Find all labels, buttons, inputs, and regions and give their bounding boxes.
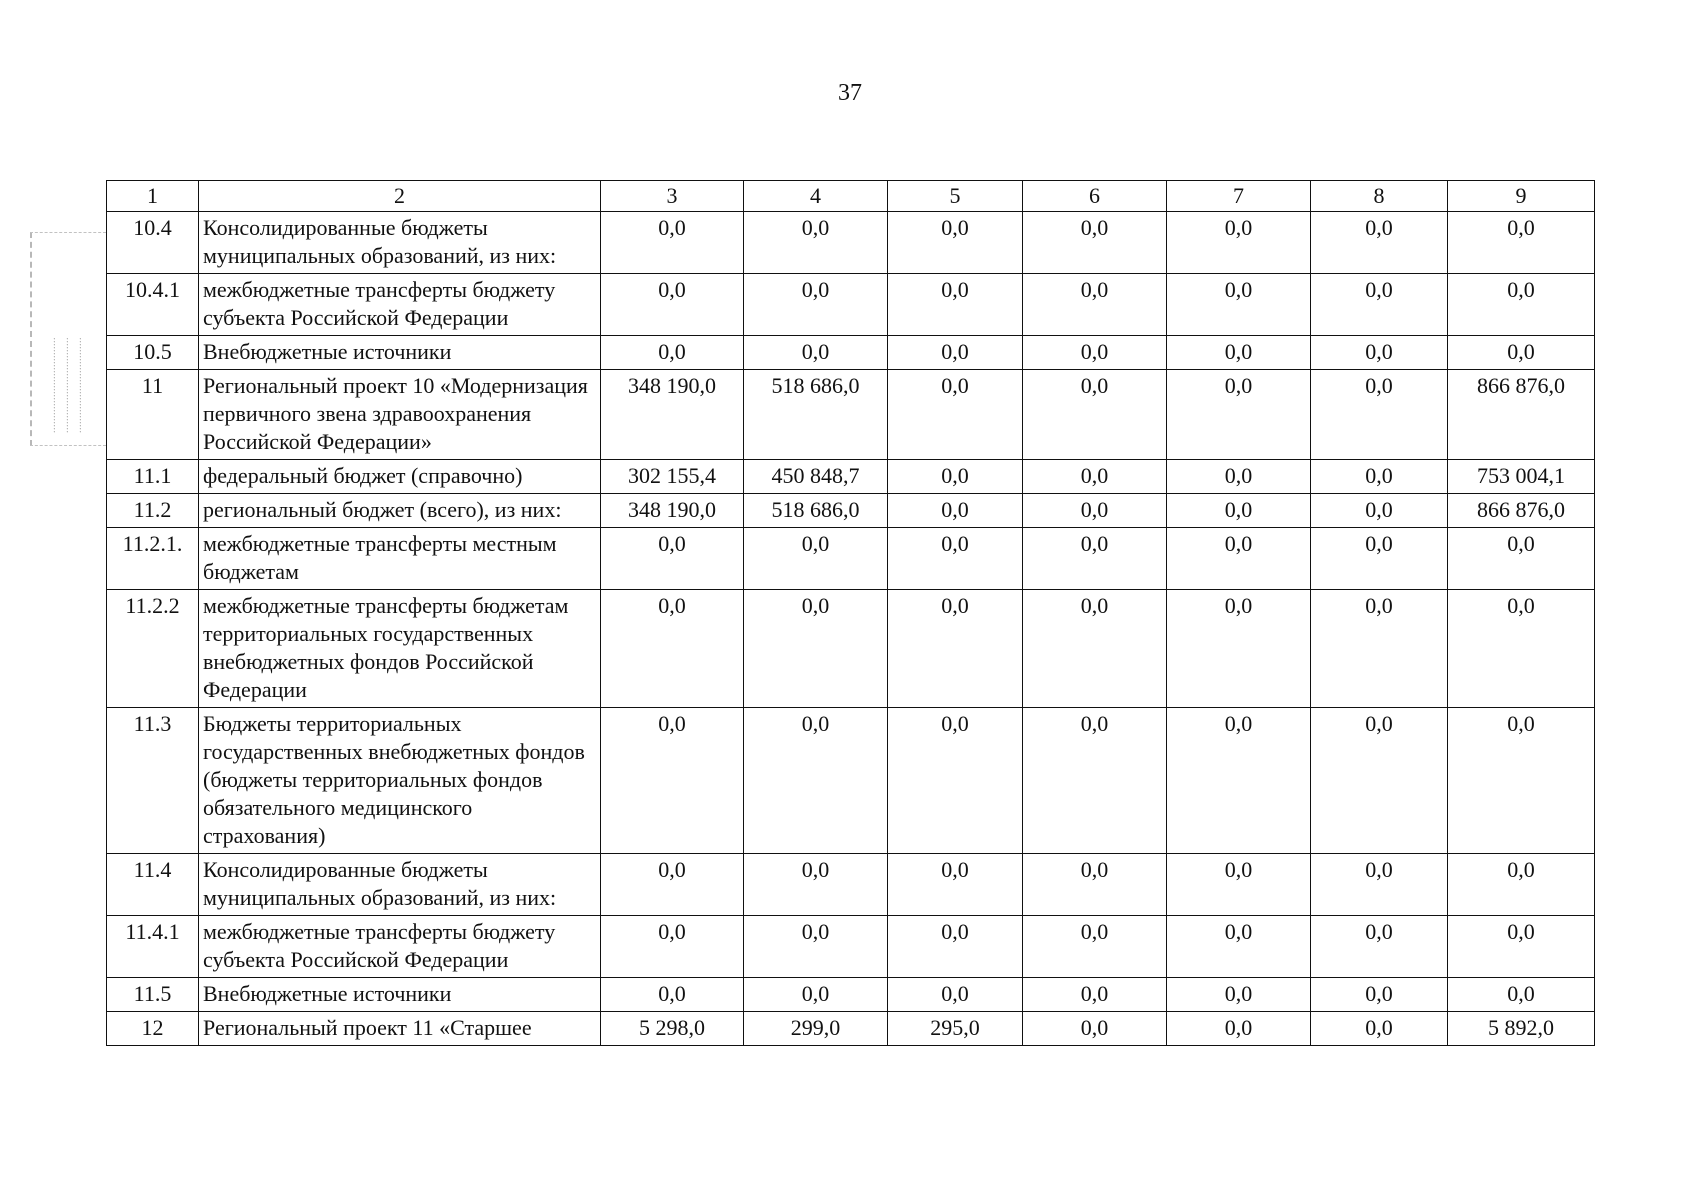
- value-cell: 0,0: [1311, 978, 1448, 1012]
- value-cell: 0,0: [744, 274, 888, 336]
- value-cell: 0,0: [1167, 978, 1311, 1012]
- row-code: 11.5: [107, 978, 199, 1012]
- header-row: [107, 181, 1595, 212]
- row-name: федеральный бюджет (справочно): [199, 460, 601, 494]
- value-cell: 0,0: [601, 708, 744, 854]
- value-cell: 5 298,0: [601, 1012, 744, 1046]
- value-cell: 0,0: [1311, 212, 1448, 274]
- value-cell: 0,0: [888, 528, 1023, 590]
- table-row: [107, 854, 1595, 916]
- value-cell: 0,0: [601, 274, 744, 336]
- value-cell: 302 155,4: [601, 460, 744, 494]
- row-code: 10.4.1: [107, 274, 199, 336]
- table-body: [107, 212, 1595, 1046]
- table-row: [107, 212, 1595, 274]
- value-cell: 866 876,0: [1448, 494, 1595, 528]
- value-cell: 0,0: [888, 336, 1023, 370]
- value-cell: 0,0: [1167, 274, 1311, 336]
- col-header-3: 3: [601, 181, 744, 212]
- table-row: [107, 708, 1595, 854]
- value-cell: 295,0: [888, 1012, 1023, 1046]
- row-name: Консолидированные бюджеты муниципальных образований, из них:: [199, 854, 601, 916]
- value-cell: 0,0: [1448, 916, 1595, 978]
- row-code: 11.1: [107, 460, 199, 494]
- value-cell: 0,0: [1448, 590, 1595, 708]
- col-header-4: 4: [744, 181, 888, 212]
- value-cell: 5 892,0: [1448, 1012, 1595, 1046]
- value-cell: 0,0: [1023, 370, 1167, 460]
- row-name: Бюджеты территориальных государственных внебюджетных фондов (бюджеты территориальных фондов обязательного медицинского страхования): [199, 708, 601, 854]
- budget-table: [106, 180, 1595, 1046]
- value-cell: 0,0: [1167, 528, 1311, 590]
- value-cell: 0,0: [601, 854, 744, 916]
- table-row: [107, 1012, 1595, 1046]
- value-cell: 0,0: [744, 708, 888, 854]
- col-header-9: 9: [1448, 181, 1595, 212]
- value-cell: 866 876,0: [1448, 370, 1595, 460]
- value-cell: 0,0: [1448, 978, 1595, 1012]
- row-code: 12: [107, 1012, 199, 1046]
- col-header-6: 6: [1023, 181, 1167, 212]
- col-header-8: 8: [1311, 181, 1448, 212]
- row-name: Региональный проект 11 «Старшее: [199, 1012, 601, 1046]
- value-cell: 0,0: [1311, 854, 1448, 916]
- value-cell: 0,0: [1167, 1012, 1311, 1046]
- row-code: 11.3: [107, 708, 199, 854]
- value-cell: 0,0: [744, 590, 888, 708]
- col-header-1: 1: [107, 181, 199, 212]
- value-cell: 0,0: [888, 590, 1023, 708]
- value-cell: 0,0: [744, 978, 888, 1012]
- table-row: [107, 916, 1595, 978]
- value-cell: 0,0: [1311, 494, 1448, 528]
- row-name: Региональный проект 10 «Модернизация первичного звена здравоохранения Российской Федерации»: [199, 370, 601, 460]
- value-cell: 518 686,0: [744, 494, 888, 528]
- value-cell: 0,0: [744, 528, 888, 590]
- value-cell: 0,0: [1023, 1012, 1167, 1046]
- value-cell: 0,0: [1167, 370, 1311, 460]
- value-cell: 0,0: [888, 708, 1023, 854]
- row-name: межбюджетные трансферты бюджету субъекта Российской Федерации: [199, 274, 601, 336]
- value-cell: 0,0: [1167, 708, 1311, 854]
- col-header-5: 5: [888, 181, 1023, 212]
- value-cell: 0,0: [1311, 336, 1448, 370]
- value-cell: 0,0: [1311, 460, 1448, 494]
- value-cell: 0,0: [744, 336, 888, 370]
- value-cell: 0,0: [1167, 590, 1311, 708]
- value-cell: 0,0: [1311, 1012, 1448, 1046]
- value-cell: 0,0: [888, 212, 1023, 274]
- value-cell: 0,0: [1023, 212, 1167, 274]
- margin-stamp: [30, 232, 106, 446]
- value-cell: 0,0: [1023, 916, 1167, 978]
- value-cell: 0,0: [1023, 494, 1167, 528]
- row-name: Внебюджетные источники: [199, 978, 601, 1012]
- value-cell: 0,0: [1448, 274, 1595, 336]
- page-number: 37: [838, 80, 862, 106]
- value-cell: 0,0: [1448, 212, 1595, 274]
- row-name: межбюджетные трансферты местным бюджетам: [199, 528, 601, 590]
- row-name: региональный бюджет (всего), из них:: [199, 494, 601, 528]
- table-row: [107, 336, 1595, 370]
- value-cell: 0,0: [1448, 528, 1595, 590]
- value-cell: 0,0: [601, 336, 744, 370]
- row-code: 11.2: [107, 494, 199, 528]
- value-cell: 0,0: [1448, 854, 1595, 916]
- value-cell: 0,0: [601, 528, 744, 590]
- value-cell: 0,0: [888, 978, 1023, 1012]
- table-row: [107, 460, 1595, 494]
- value-cell: 0,0: [1167, 494, 1311, 528]
- value-cell: 0,0: [1311, 590, 1448, 708]
- value-cell: 0,0: [1167, 460, 1311, 494]
- value-cell: 0,0: [1311, 916, 1448, 978]
- row-code: 11.2.2: [107, 590, 199, 708]
- row-name: Внебюджетные источники: [199, 336, 601, 370]
- value-cell: 0,0: [1448, 336, 1595, 370]
- value-cell: 0,0: [888, 494, 1023, 528]
- value-cell: 0,0: [744, 916, 888, 978]
- row-code: 11.4: [107, 854, 199, 916]
- table-row: [107, 370, 1595, 460]
- value-cell: 0,0: [1023, 590, 1167, 708]
- stamp-text: ................................ ................................ ................................: [47, 337, 84, 433]
- value-cell: 0,0: [1448, 708, 1595, 854]
- value-cell: 518 686,0: [744, 370, 888, 460]
- value-cell: 0,0: [1311, 708, 1448, 854]
- value-cell: 348 190,0: [601, 370, 744, 460]
- value-cell: 0,0: [1167, 854, 1311, 916]
- value-cell: 0,0: [1023, 978, 1167, 1012]
- value-cell: 0,0: [1167, 336, 1311, 370]
- value-cell: 0,0: [1311, 370, 1448, 460]
- value-cell: 0,0: [601, 916, 744, 978]
- value-cell: 450 848,7: [744, 460, 888, 494]
- table-row: [107, 978, 1595, 1012]
- row-code: 10.4: [107, 212, 199, 274]
- col-header-2: 2: [199, 181, 601, 212]
- value-cell: 0,0: [888, 916, 1023, 978]
- row-code: 11.2.1.: [107, 528, 199, 590]
- value-cell: 0,0: [1023, 460, 1167, 494]
- value-cell: 0,0: [601, 212, 744, 274]
- value-cell: 753 004,1: [1448, 460, 1595, 494]
- value-cell: 0,0: [1023, 708, 1167, 854]
- value-cell: 0,0: [888, 274, 1023, 336]
- table-row: [107, 590, 1595, 708]
- row-name: межбюджетные трансферты бюджетам территориальных государственных внебюджетных фондов Российской Федерации: [199, 590, 601, 708]
- value-cell: 0,0: [744, 854, 888, 916]
- value-cell: 299,0: [744, 1012, 888, 1046]
- value-cell: 0,0: [601, 978, 744, 1012]
- value-cell: 0,0: [1023, 854, 1167, 916]
- table-row: [107, 528, 1595, 590]
- value-cell: 0,0: [1167, 916, 1311, 978]
- value-cell: 0,0: [888, 460, 1023, 494]
- row-name: Консолидированные бюджеты муниципальных образований, из них:: [199, 212, 601, 274]
- row-code: 11: [107, 370, 199, 460]
- col-header-7: 7: [1167, 181, 1311, 212]
- value-cell: 0,0: [1167, 212, 1311, 274]
- row-code: 11.4.1: [107, 916, 199, 978]
- value-cell: 0,0: [601, 590, 744, 708]
- value-cell: 0,0: [1311, 528, 1448, 590]
- value-cell: 348 190,0: [601, 494, 744, 528]
- table-row: [107, 274, 1595, 336]
- value-cell: 0,0: [1023, 528, 1167, 590]
- value-cell: 0,0: [888, 854, 1023, 916]
- row-name: межбюджетные трансферты бюджету субъекта Российской Федерации: [199, 916, 601, 978]
- value-cell: 0,0: [1311, 274, 1448, 336]
- row-code: 10.5: [107, 336, 199, 370]
- value-cell: 0,0: [888, 370, 1023, 460]
- value-cell: 0,0: [1023, 336, 1167, 370]
- value-cell: 0,0: [1023, 274, 1167, 336]
- table-row: [107, 494, 1595, 528]
- value-cell: 0,0: [744, 212, 888, 274]
